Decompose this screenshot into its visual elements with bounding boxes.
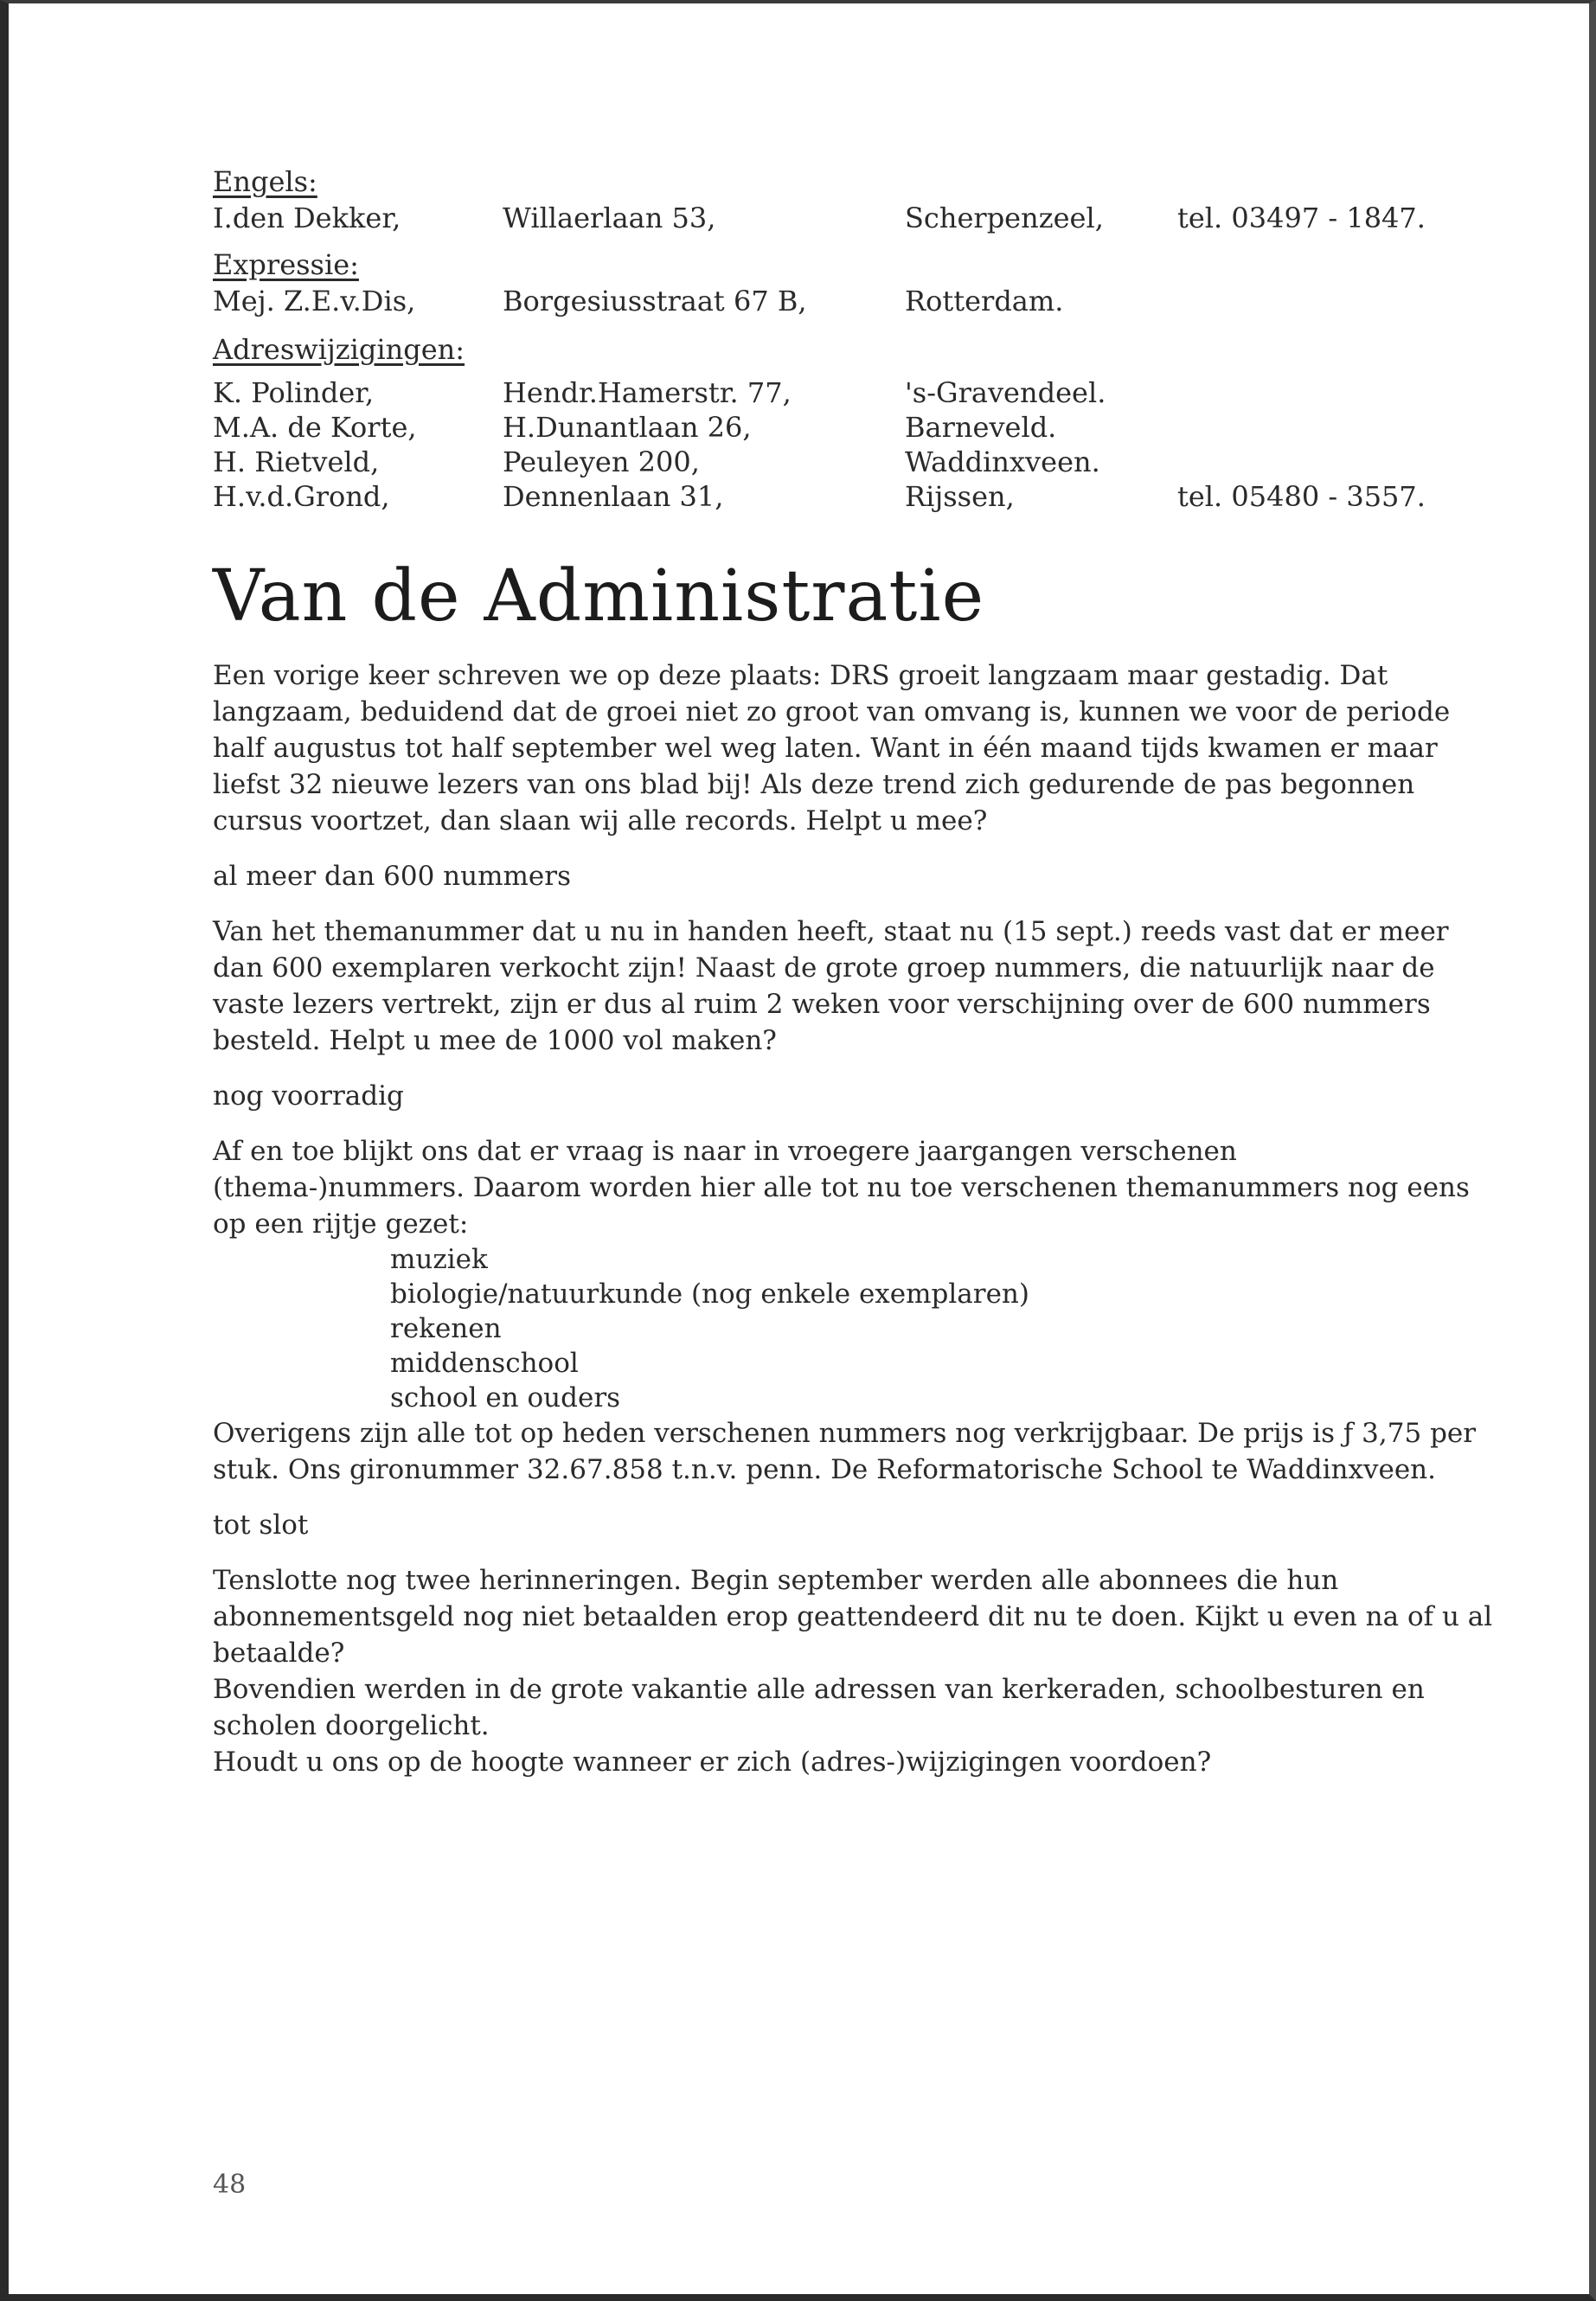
city-cell: 's-Gravendeel. bbox=[905, 376, 1106, 409]
name-cell: Mej. Z.E.v.Dis, bbox=[213, 285, 416, 317]
city-cell: Waddinxveen. bbox=[905, 445, 1100, 478]
phone-cell: tel. 05480 - 3557. bbox=[1177, 480, 1426, 513]
address-row bbox=[213, 410, 1493, 445]
phone-cell: tel. 03497 - 1847. bbox=[1177, 202, 1426, 234]
paragraph-prijs: Overigens zijn alle tot op heden verschenen nummers nog verkrijgbaar. De prijs is ƒ 3,75 per stuk. Ons gironummer 32.67.858 t.n.v. penn. De Reformatorische School te Waddinxveen. bbox=[213, 1418, 1477, 1485]
address-cell: Willaerlaan 53, bbox=[503, 202, 716, 234]
address-cell: Hendr.Hamerstr. 77, bbox=[503, 376, 792, 409]
address-cell: Dennenlaan 31, bbox=[503, 480, 724, 513]
page-number: 48 bbox=[213, 2170, 247, 2200]
list-item: school en ouders bbox=[390, 1382, 621, 1413]
city-cell: Rotterdam. bbox=[905, 285, 1064, 317]
address-cell: Peuleyen 200, bbox=[503, 445, 700, 478]
adreswijzigingen-heading: Adreswijzigingen: bbox=[213, 333, 465, 366]
list-item: muziek bbox=[390, 1244, 488, 1275]
article-title: Van de Administratie bbox=[213, 555, 985, 638]
subheading-tot-slot: tot slot bbox=[213, 1509, 309, 1541]
engels-heading: Engels: bbox=[213, 165, 317, 198]
city-cell: Rijssen, bbox=[905, 480, 1015, 513]
address-row bbox=[213, 375, 1493, 410]
name-cell: I.den Dekker, bbox=[213, 202, 401, 234]
city-cell: Scherpenzeel, bbox=[905, 202, 1104, 234]
expressie-row bbox=[213, 282, 1493, 320]
paragraph-herinneringen: Tenslotte nog twee herinneringen. Begin september werden alle abonnees die hun abonnementsgeld nog niet betaalden erop geattendeerd dit nu te doen. Kijkt u even na of u al betaalde? bbox=[213, 1565, 1493, 1669]
name-cell: M.A. de Korte, bbox=[213, 411, 417, 444]
name-cell: H. Rietveld, bbox=[213, 445, 380, 478]
paragraph-nummers: Van het themanummer dat u nu in handen heeft, staat nu (15 sept.) reeds vast dat er meer dan 600 exemplaren verkocht zijn! Naast de grote groep nummers, die natuurlijk naar de vaste lezers vertrekt, zijn er dus al ruim 2 weken voor verschijning over de 600 nummers besteld. Helpt u mee de 1000 vol maken? bbox=[213, 916, 1449, 1056]
page-content bbox=[213, 164, 1493, 1780]
city-cell: Barneveld. bbox=[905, 411, 1057, 444]
address-cell: H.Dunantlaan 26, bbox=[503, 411, 752, 444]
list-item: rekenen bbox=[390, 1313, 502, 1344]
list-item: biologie/natuurkunde (nog enkele exemplaren) bbox=[390, 1279, 1029, 1310]
themanummers-list bbox=[213, 1242, 1493, 1415]
name-cell: K. Polinder, bbox=[213, 376, 375, 409]
address-row bbox=[213, 479, 1493, 514]
subheading-voorradig: nog voorradig bbox=[213, 1080, 404, 1112]
engels-row bbox=[213, 199, 1493, 237]
paragraph-wijzigingen: Houdt u ons op de hoogte wanneer er zich (adres-)wijzigingen voordoen? bbox=[213, 1747, 1212, 1778]
expressie-heading: Expressie: bbox=[213, 248, 359, 281]
list-item: middenschool bbox=[390, 1348, 579, 1379]
address-cell: Borgesiusstraat 67 B, bbox=[503, 285, 807, 317]
address-row bbox=[213, 445, 1493, 479]
intro-paragraph: Een vorige keer schreven we op deze plaats: DRS groeit langzaam maar gestadig. Dat langzaam, beduidend dat de groei niet zo groot van omvang is, kunnen we voor de periode half augustus tot half september wel weg laten. Want in één maand tijds kwamen er maar liefst 32 nieuwe lezers van ons blad bij! Als deze trend zich gedurende de pas begonnen cursus voortzet, dan slaan wij alle records. Helpt u mee? bbox=[213, 660, 1451, 836]
subheading-nummers: al meer dan 600 nummers bbox=[213, 861, 571, 892]
name-cell: H.v.d.Grond, bbox=[213, 480, 390, 513]
paragraph-voorradig: Af en toe blijkt ons dat er vraag is naar in vroegere jaargangen verschenen (thema-)nummers. Daarom worden hier alle tot nu toe verschenen themanummers nog eens op een rijtje gezet: bbox=[213, 1136, 1470, 1240]
paragraph-adressen: Bovendien werden in de grote vakantie alle adressen van kerkeraden, schoolbesturen en scholen doorgelicht. bbox=[213, 1674, 1425, 1741]
